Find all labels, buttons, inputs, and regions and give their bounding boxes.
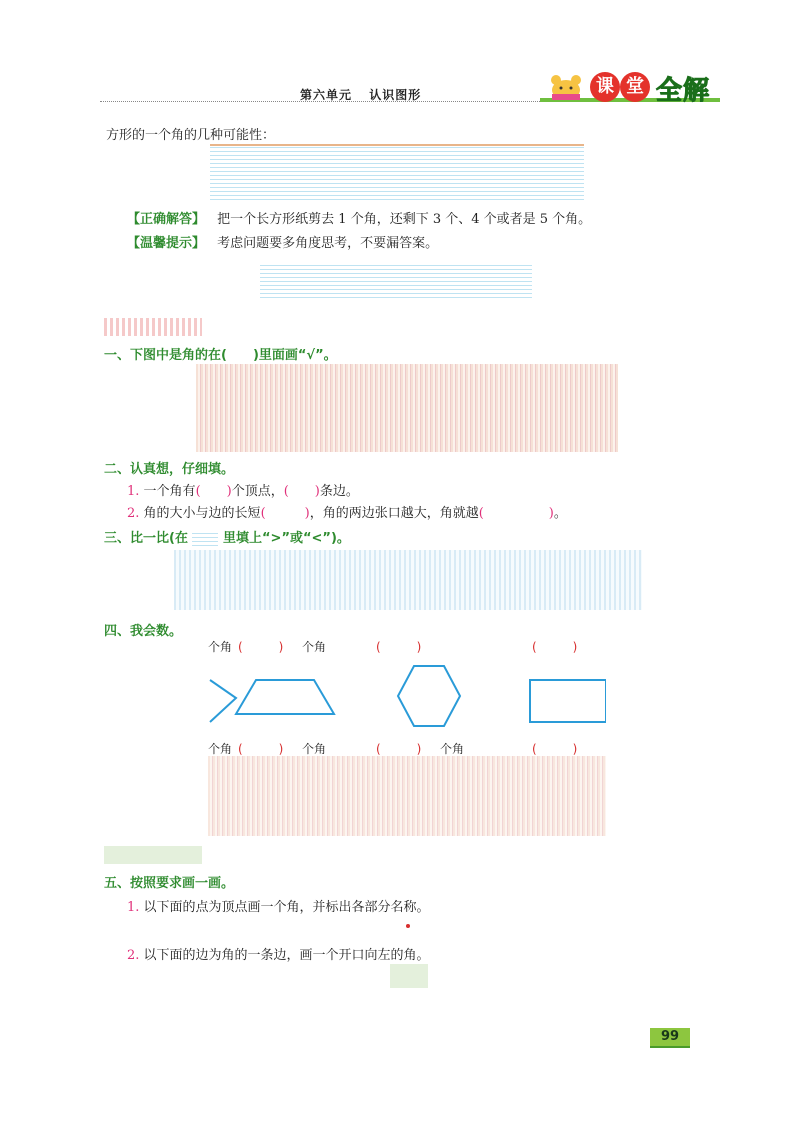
angle-choices-figure — [196, 364, 618, 452]
tip-text: 考虑问题要多角度思考，不要漏答案。 — [217, 236, 439, 251]
answer-label: 【正确解答】 — [127, 212, 206, 227]
brand-tang: 堂 — [620, 72, 650, 102]
shapes-drawing — [208, 634, 606, 754]
header-divider — [100, 101, 540, 102]
s5-q2-text: 以下面的边为角的一条边，画一个开口向左的角。 — [143, 948, 430, 963]
answer-line — [127, 208, 591, 227]
top-blank-1[interactable]: ( ) — [238, 640, 284, 654]
page-number-underline — [650, 1046, 690, 1048]
textbook-strip-figure — [208, 756, 606, 836]
compare-angles-figure — [174, 550, 642, 610]
page-number: 99 — [650, 1028, 690, 1046]
section-1-title: 一、下图中是角的在( )里面画“√”。 — [104, 348, 337, 363]
section-4-title: 四、我会数。 — [104, 624, 183, 639]
tip-label: 【温馨提示】 — [127, 236, 206, 251]
answer-text: 把一个长方形纸剪去 1 个角，还剩下 3 个、4 个或者是 5 个角。 — [217, 212, 592, 227]
s2-q1-blank-2[interactable]: ( ) — [283, 484, 320, 499]
rectangle-shape — [530, 680, 606, 722]
s5-q2-num: 2. — [127, 948, 140, 963]
s2-question-1 — [127, 480, 359, 499]
s2-q1-text-b: 个顶点， — [231, 484, 284, 499]
drawing-area[interactable] — [390, 964, 428, 988]
section-5-title: 五、按照要求画一画。 — [104, 876, 235, 891]
s3-title-a: 三、比一比(在 — [104, 531, 188, 546]
s2-q1-num: 1. — [127, 484, 140, 499]
bottom-label-2: 个角 — [302, 742, 327, 756]
count-angles-figure — [208, 634, 606, 754]
bottom-label-1: 个角 — [208, 742, 233, 756]
s5-question-2 — [127, 944, 430, 963]
s2-q2-text-b: ，角的两边张口越大，角就越 — [309, 506, 479, 521]
exercise-banner — [104, 318, 202, 336]
bottom-blank-2[interactable]: ( ) — [376, 742, 422, 756]
s2-q2-text-a: 角的大小与边的长短 — [143, 506, 261, 521]
s2-q2-num: 2. — [127, 506, 140, 521]
s2-q1-text-a: 一个角有 — [143, 484, 196, 499]
top-label-1: 个角 — [208, 640, 233, 654]
section-2-title: 二、认真想，仔细填。 — [104, 462, 235, 477]
vertex-point[interactable] — [406, 924, 410, 928]
bottom-blank-3[interactable]: ( ) — [532, 742, 578, 756]
brand-quanjie: 全解 — [656, 76, 711, 106]
brand-ke: 课 — [590, 72, 620, 102]
bear-mascot-icon — [548, 72, 584, 102]
corner-cut-figure — [210, 144, 584, 200]
banner-figure — [260, 264, 532, 298]
bottom-blank-1[interactable]: ( ) — [238, 742, 284, 756]
practice-banner — [104, 846, 202, 864]
s3-title-b: 里填上“>”或“<”)。 — [223, 531, 350, 546]
unit-label: 第六单元 — [300, 88, 353, 102]
s5-q1-text: 以下面的点为顶点画一个角，并标出各部分名称。 — [143, 900, 430, 915]
s2-q2-text-c: 。 — [553, 506, 567, 521]
s5-question-1 — [127, 896, 430, 915]
topic-label: 认识图形 — [369, 88, 422, 102]
tip-line — [127, 232, 438, 251]
s5-q1-num: 1. — [127, 900, 140, 915]
trapezoid-shape — [236, 680, 334, 714]
s3-box-icon — [192, 532, 218, 546]
section-3-title — [104, 527, 350, 546]
hexagon-shape — [398, 666, 460, 726]
s2-q1-blank-1[interactable]: ( ) — [195, 484, 232, 499]
top-blank-3[interactable]: ( ) — [532, 640, 578, 654]
s2-q2-blank-1[interactable]: ( ) — [260, 506, 310, 521]
s2-q2-blank-2[interactable]: ( ) — [478, 506, 554, 521]
s2-question-2 — [127, 502, 567, 521]
chevron-shape — [210, 680, 236, 722]
intro-text: 方形的一个角的几种可能性： — [106, 128, 276, 143]
bottom-label-3: 个角 — [440, 742, 465, 756]
top-blank-2[interactable]: ( ) — [376, 640, 422, 654]
brand-logo — [540, 70, 720, 104]
top-label-2: 个角 — [302, 640, 327, 654]
s2-q1-text-c: 条边。 — [319, 484, 359, 499]
